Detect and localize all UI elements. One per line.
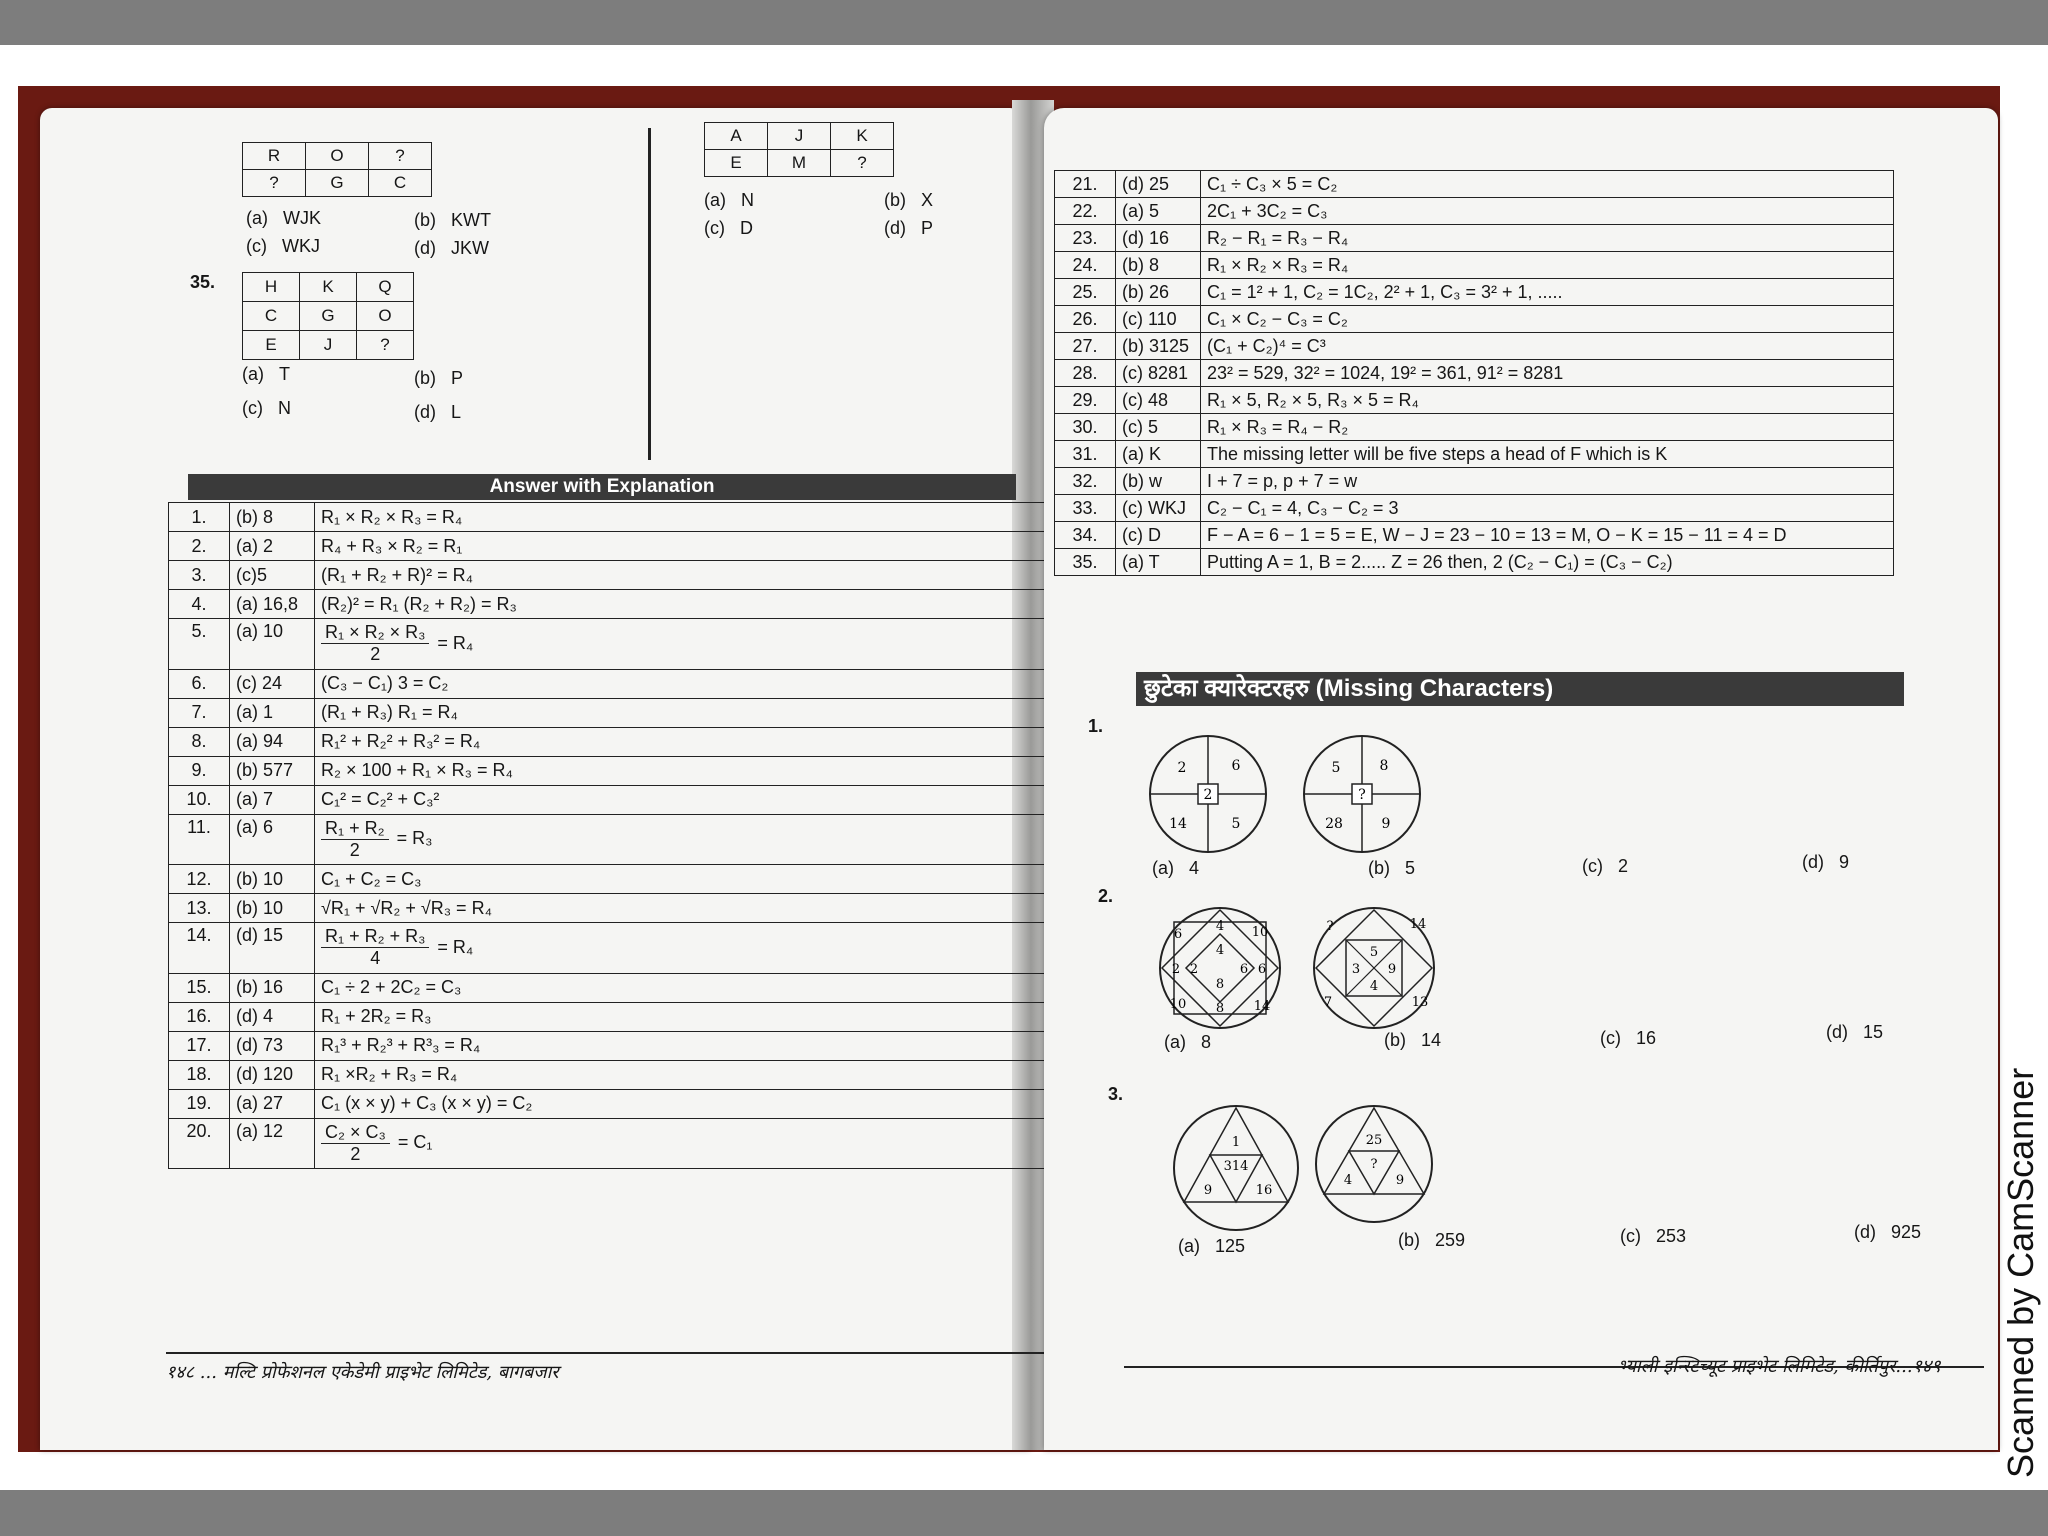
answer-explanation: Putting A = 1, B = 2..... Z = 26 then, 2 (C₂ − C₁) = (C₃ − C₂) [1201, 549, 1894, 576]
answer-number: 7. [169, 698, 230, 727]
answer-choice: (a) 27 [230, 1089, 315, 1118]
answer-number: 27. [1055, 333, 1116, 360]
answer-explanation: √R₁ + √R₂ + √R₃ = R₄ [315, 894, 1046, 923]
equation-rhs: = R₄ [437, 632, 474, 653]
number-label: 4 [1215, 919, 1225, 934]
answer-choice: (a) 2 [230, 532, 315, 561]
answer-number: 11. [169, 814, 230, 865]
answer-row [169, 1002, 1046, 1031]
number-label: 9 [1387, 962, 1397, 977]
answer-explanation: R₁ × R₂ × R₃ = R₄ [1201, 252, 1894, 279]
q1-figures [1144, 732, 1454, 856]
number-label: 7 [1323, 995, 1333, 1010]
answer-number: 26. [1055, 306, 1116, 333]
circle-figure [1316, 1106, 1432, 1222]
answer-number: 32. [1055, 468, 1116, 495]
answer-row [169, 503, 1046, 532]
answer-choice: (c) 5 [1116, 414, 1201, 441]
grid-cell: J [768, 123, 831, 150]
answer-explanation: R₁ × R₃ = R₄ − R₂ [1201, 414, 1894, 441]
answer-choice: (d) 16 [1116, 225, 1201, 252]
answer-choice: (d) 120 [230, 1060, 315, 1089]
number-label: 2 [1189, 962, 1199, 977]
number-label: 10 [1169, 997, 1187, 1012]
number-label: 13 [1411, 995, 1429, 1010]
question-number: 1. [1088, 716, 1104, 736]
answer-explanation: The missing letter will be five steps a head of F which is K [1201, 441, 1894, 468]
answer-number: 3. [169, 561, 230, 590]
grid-cell: E [243, 331, 300, 360]
answer-explanation [315, 814, 1046, 865]
answer-table-left [168, 502, 1046, 1169]
answer-row [1055, 414, 1894, 441]
answer-number: 8. [169, 727, 230, 756]
grid-cell: ? [357, 331, 414, 360]
answer-number: 2. [169, 532, 230, 561]
number-label: 8 [1215, 977, 1225, 992]
answer-row [1055, 522, 1894, 549]
number-label: 314 [1223, 1159, 1249, 1174]
answer-number: 14. [169, 923, 230, 974]
answer-choice: (c) 110 [1116, 306, 1201, 333]
grid-cell: J [300, 331, 357, 360]
equation-rhs: = R₄ [437, 936, 474, 957]
fraction [321, 926, 429, 969]
number-label: 14 [1253, 999, 1271, 1014]
option-b: (b) 259 [1398, 1230, 1466, 1250]
grid-cell: K [831, 123, 894, 150]
answer-number: 16. [169, 1002, 230, 1031]
answer-explanation: C₁ ÷ 2 + 2C₂ = C₃ [315, 973, 1046, 1002]
number-label: 5 [1331, 760, 1341, 776]
option-c: (c) 16 [1600, 1028, 1657, 1048]
answer-explanation: 23² = 529, 32² = 1024, 19² = 361, 91² = 8281 [1201, 360, 1894, 387]
answer-row [169, 756, 1046, 785]
answer-choice: (a) K [1116, 441, 1201, 468]
number-label: ? [1358, 787, 1366, 803]
answer-number: 22. [1055, 198, 1116, 225]
number-label: 25 [1365, 1133, 1383, 1148]
number-label: 16 [1255, 1183, 1273, 1198]
grid-cell: R [243, 143, 306, 170]
answer-number: 35. [1055, 549, 1116, 576]
answer-choice: (a) 7 [230, 785, 315, 814]
answer-number: 1. [169, 503, 230, 532]
puzzle-34-grid [242, 142, 432, 197]
answer-choice: (d) 73 [230, 1031, 315, 1060]
answer-explanation: R₁³ + R₂³ + R³₃ = R₄ [315, 1031, 1046, 1060]
question-number: 3. [1108, 1084, 1124, 1104]
answer-row [1055, 306, 1894, 333]
answer-explanation: R₁ + 2R₂ = R₃ [315, 1002, 1046, 1031]
number-label: 3 [1351, 962, 1361, 977]
answer-row [169, 561, 1046, 590]
option-d: (d) P [884, 218, 934, 238]
answer-number: 23. [1055, 225, 1116, 252]
answer-choice: (b) 8 [1116, 252, 1201, 279]
answer-number: 15. [169, 973, 230, 1002]
answer-choice: (b) 3125 [1116, 333, 1201, 360]
answer-row [1055, 333, 1894, 360]
answer-explanation: F − A = 6 − 1 = 5 = E, W − J = 23 − 10 = 13 = M, O − K = 15 − 11 = 4 = D [1201, 522, 1894, 549]
answer-row [169, 669, 1046, 698]
answer-explanation: 2C₁ + 3C₂ = C₃ [1201, 198, 1894, 225]
answer-choice: (b) w [1116, 468, 1201, 495]
answer-explanation: C₁ = 1² + 1, C₂ = 1C₂, 2² + 1, C₃ = 3² + 1, ..... [1201, 279, 1894, 306]
answer-choice: (b) 10 [230, 894, 315, 923]
answer-row [1055, 495, 1894, 522]
option-d: (d) JKW [414, 238, 490, 258]
answer-explanation: C₁ + C₂ = C₃ [315, 865, 1046, 894]
option-b: (b) KWT [414, 210, 492, 230]
answer-explanation: I + 7 = p, p + 7 = w [1201, 468, 1894, 495]
grid-cell: O [357, 302, 414, 331]
number-label: 14 [1169, 816, 1187, 832]
answer-number: 13. [169, 894, 230, 923]
answer-row [169, 1060, 1046, 1089]
grid-cell: O [306, 143, 369, 170]
answer-choice: (a) 94 [230, 727, 315, 756]
answer-choice: (d) 15 [230, 923, 315, 974]
number-label: 10 [1251, 925, 1269, 940]
answer-row [1055, 225, 1894, 252]
number-label: 9 [1203, 1183, 1213, 1198]
number-label: 9 [1381, 816, 1391, 832]
answer-explanation: C₁ ÷ C₃ × 5 = C₂ [1201, 171, 1894, 198]
option-b: (b) X [884, 190, 934, 210]
answer-choice: (b) 10 [230, 865, 315, 894]
option-d: (d) 925 [1854, 1222, 1922, 1242]
number-label: ? [1370, 1157, 1378, 1172]
circle-figure [1304, 736, 1420, 852]
number-label: 9 [1395, 1173, 1405, 1188]
grid-cell: E [705, 150, 768, 177]
answer-row [1055, 441, 1894, 468]
option-b: (b) 5 [1368, 858, 1416, 878]
answer-number: 29. [1055, 387, 1116, 414]
number-label: 2 [1171, 962, 1181, 977]
circle-figure [1150, 736, 1266, 852]
number-label: 8 [1379, 758, 1389, 774]
answer-row [169, 865, 1046, 894]
answer-explanation: R₂ × 100 + R₁ × R₃ = R₄ [315, 756, 1046, 785]
answer-number: 20. [169, 1118, 230, 1169]
answer-row [1055, 279, 1894, 306]
grid-cell: C [369, 170, 432, 197]
fraction-numerator: R₁ + R₂ + R₃ [321, 926, 429, 948]
answer-explanation: (R₁ + R₃) R₁ = R₄ [315, 698, 1046, 727]
answer-choice: (c) D [1116, 522, 1201, 549]
option-b: (b) P [414, 368, 464, 388]
answer-explanation: R₁² + R₂² + R₃² = R₄ [315, 727, 1046, 756]
circle-figure [1174, 1106, 1298, 1230]
answer-row [169, 1031, 1046, 1060]
answer-choice: (a) 5 [1116, 198, 1201, 225]
answer-row [1055, 468, 1894, 495]
number-label: 6 [1231, 758, 1241, 774]
option-b: (b) 14 [1384, 1030, 1442, 1050]
grid-cell: Q [357, 273, 414, 302]
answer-explanation: (R₂)² = R₁ (R₂ + R₂) = R₃ [315, 590, 1046, 619]
number-label: 4 [1369, 979, 1379, 994]
q3-figures [1170, 1104, 1500, 1234]
answer-number: 24. [1055, 252, 1116, 279]
number-label: 14 [1409, 917, 1427, 932]
option-a: (a) N [704, 190, 755, 210]
page-footer: १४८ ... मल्टि प्रोफेशनल एकेडेमी प्राइभेट लिमिटेड, बागबजार [166, 1362, 559, 1383]
grid-cell: C [243, 302, 300, 331]
answer-choice: (d) 25 [1116, 171, 1201, 198]
answer-choice: (c)5 [230, 561, 315, 590]
grid-cell: ? [831, 150, 894, 177]
option-c: (c) N [242, 398, 292, 418]
answer-choice: (b) 8 [230, 503, 315, 532]
answer-choice: (c) 48 [1116, 387, 1201, 414]
answer-choice: (c) 24 [230, 669, 315, 698]
answer-row [1055, 171, 1894, 198]
answer-choice: (d) 4 [230, 1002, 315, 1031]
number-label: 6 [1257, 962, 1267, 977]
q2-figures [1156, 904, 1470, 1034]
option-a: (a) T [242, 364, 291, 384]
answer-row [1055, 549, 1894, 576]
answer-explanation [315, 923, 1046, 974]
answer-choice: (a) 16,8 [230, 590, 315, 619]
option-d: (d) 15 [1826, 1022, 1884, 1042]
answer-explanation: C₁ × C₂ − C₃ = C₂ [1201, 306, 1894, 333]
answer-row [1055, 252, 1894, 279]
answer-row [1055, 360, 1894, 387]
answer-number: 25. [1055, 279, 1116, 306]
answer-explanation [315, 619, 1046, 670]
puzzle-right-column-grid [704, 122, 894, 177]
equation-rhs: = R₃ [396, 828, 433, 849]
answer-explanation [315, 1118, 1046, 1169]
option-d: (d) L [414, 402, 462, 422]
number-label: 2 [1203, 787, 1213, 803]
question-number: 35. [190, 272, 216, 292]
answer-number: 12. [169, 865, 230, 894]
option-c: (c) WKJ [246, 236, 321, 256]
answer-choice: (a) 12 [230, 1118, 315, 1169]
answer-row [169, 590, 1046, 619]
puzzle-35-grid [242, 272, 414, 360]
answer-row [169, 619, 1046, 670]
answer-explanation: R₄ + R₃ × R₂ = R₁ [315, 532, 1046, 561]
fraction [321, 1122, 390, 1165]
circle-figure [1160, 908, 1280, 1028]
answer-choice: (b) 26 [1116, 279, 1201, 306]
number-label: 4 [1343, 1173, 1353, 1188]
answer-explanation: C₁² = C₂² + C₃² [315, 785, 1046, 814]
answer-number: 5. [169, 619, 230, 670]
option-c: (c) 253 [1620, 1226, 1687, 1246]
circle-figure [1314, 908, 1434, 1028]
grid-cell: G [300, 302, 357, 331]
answer-explanation: C₁ (x × y) + C₃ (x × y) = C₂ [315, 1089, 1046, 1118]
page-footer: भ्याली इन्स्टिच्यूट प्राइभेट लिमिटेड, कीर्तिपुर...१४९ [1618, 1356, 1941, 1377]
option-d: (d) 9 [1802, 852, 1850, 872]
answer-choice: (c) 8281 [1116, 360, 1201, 387]
grid-cell: G [306, 170, 369, 197]
fraction-denominator: 2 [350, 1144, 361, 1165]
number-label: 4 [1215, 943, 1225, 958]
number-label: 5 [1369, 945, 1379, 960]
grid-cell: A [705, 123, 768, 150]
answer-choice: (a) 6 [230, 814, 315, 865]
answer-choice: (a) T [1116, 549, 1201, 576]
option-a: (a) 4 [1152, 858, 1200, 878]
answer-row [169, 814, 1046, 865]
answer-choice: (a) 1 [230, 698, 315, 727]
answer-explanation: R₂ − R₁ = R₃ − R₄ [1201, 225, 1894, 252]
answer-explanation: (R₁ + R₂ + R)² = R₄ [315, 561, 1046, 590]
answer-explanation: R₁ ×R₂ + R₃ = R₄ [315, 1060, 1046, 1089]
answer-number: 17. [169, 1031, 230, 1060]
answer-row [169, 1089, 1046, 1118]
answer-explanation: (C₃ − C₁) 3 = C₂ [315, 669, 1046, 698]
number-label: 1 [1231, 1135, 1241, 1150]
number-label: 6 [1239, 962, 1249, 977]
answer-number: 10. [169, 785, 230, 814]
answer-number: 19. [169, 1089, 230, 1118]
answer-row [169, 785, 1046, 814]
answer-table-right [1054, 170, 1894, 576]
equation-rhs: = C₁ [397, 1132, 433, 1153]
grid-cell: M [768, 150, 831, 177]
answer-number: 9. [169, 756, 230, 785]
answer-row [169, 923, 1046, 974]
option-a: (a) 125 [1178, 1236, 1246, 1256]
number-label: 5 [1231, 816, 1241, 832]
answer-row [169, 727, 1046, 756]
answer-choice: (b) 577 [230, 756, 315, 785]
option-a: (a) WJK [246, 208, 322, 228]
number-label: 2 [1177, 760, 1187, 776]
grid-cell: ? [369, 143, 432, 170]
answer-row [1055, 198, 1894, 225]
fraction [321, 818, 389, 861]
grid-cell: ? [243, 170, 306, 197]
answer-explanation: R₁ × 5, R₂ × 5, R₃ × 5 = R₄ [1201, 387, 1894, 414]
answer-choice: (c) WKJ [1116, 495, 1201, 522]
number-label: 6 [1173, 927, 1183, 942]
answer-row [1055, 387, 1894, 414]
number-label: 28 [1325, 816, 1343, 832]
answer-row [169, 698, 1046, 727]
question-number: 2. [1098, 886, 1114, 906]
option-c: (c) 2 [1582, 856, 1629, 876]
answer-explanation: R₁ × R₂ × R₃ = R₄ [315, 503, 1046, 532]
fraction [321, 622, 429, 665]
missing-characters-title: छुटेका क्यारेक्टरहरु (Missing Characters) [1136, 672, 1904, 706]
footer-rule [166, 1352, 1046, 1354]
answer-choice: (b) 16 [230, 973, 315, 1002]
answer-number: 34. [1055, 522, 1116, 549]
answer-explanation: (C₁ + C₂)⁴ = C³ [1201, 333, 1894, 360]
answer-explanation: C₂ − C₁ = 4, C₃ − C₂ = 3 [1201, 495, 1894, 522]
option-a: (a) 8 [1164, 1032, 1212, 1052]
column-divider [648, 128, 651, 460]
fraction-denominator: 2 [349, 839, 360, 860]
answer-number: 33. [1055, 495, 1116, 522]
grid-cell: K [300, 273, 357, 302]
fraction-denominator: 2 [370, 644, 381, 665]
answer-number: 4. [169, 590, 230, 619]
answer-row [169, 973, 1046, 1002]
answer-number: 31. [1055, 441, 1116, 468]
fraction-numerator: R₁ × R₂ × R₃ [321, 622, 429, 644]
answer-number: 21. [1055, 171, 1116, 198]
answer-number: 28. [1055, 360, 1116, 387]
answer-number: 30. [1055, 414, 1116, 441]
scanner-watermark: Scanned by CamScanner [2000, 1067, 2041, 1478]
section-title: Answer with Explanation [188, 474, 1016, 500]
fraction-numerator: R₁ + R₂ [321, 818, 389, 840]
answer-row [169, 894, 1046, 923]
fraction-numerator: C₂ × C₃ [321, 1122, 390, 1144]
number-label: ? [1326, 919, 1334, 934]
answer-row [169, 532, 1046, 561]
fraction-denominator: 4 [370, 948, 381, 969]
answer-number: 18. [169, 1060, 230, 1089]
number-label: 8 [1215, 1001, 1225, 1016]
option-c: (c) D [704, 218, 754, 238]
answer-choice: (a) 10 [230, 619, 315, 670]
answer-row [169, 1118, 1046, 1169]
answer-number: 6. [169, 669, 230, 698]
grid-cell: H [243, 273, 300, 302]
